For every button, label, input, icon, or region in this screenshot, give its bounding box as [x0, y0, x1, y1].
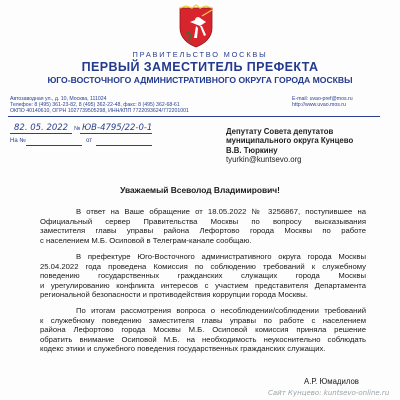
paragraph-line: В префектуре Юго-Восточного административного округа города Москвы	[76, 252, 366, 261]
email-text: E-mail: uvao-pref@mos.ru	[292, 96, 353, 102]
paragraph-line: к служебному поведению заместителя главы управы по работе с населением	[40, 315, 366, 325]
paragraph-line: По итогам рассмотрения вопроса о несоблюдении/соблюдении требований	[76, 306, 366, 315]
recipient-line: Депутату Совета депутатов	[226, 127, 334, 136]
recipient-block	[226, 127, 353, 165]
number-underline	[80, 133, 152, 134]
signature-name: А.Р. Юмадилов	[304, 377, 359, 386]
reference-underline	[26, 145, 82, 146]
paragraph-2	[40, 252, 366, 300]
recipient-email[interactable]: tyurkin@kuntsevo.org	[226, 155, 302, 165]
letter-title: ПЕРВЫЙ ЗАМЕСТИТЕЛЬ ПРЕФЕКТА	[81, 60, 319, 74]
reference-label: На №	[10, 138, 26, 144]
paragraph-line: поведению государственных гражданских служащих города Москвы	[40, 271, 366, 281]
contacts-right	[292, 96, 353, 108]
address-text: Автозаводная ул., д. 10, Москва, 111024	[10, 96, 107, 102]
site-watermark: Сайт Кунцево: kuntsevo-online.ru	[268, 389, 390, 397]
reference-from-label: от	[86, 138, 92, 144]
greeting: Уважаемый Всеволод Владимирович!	[120, 185, 280, 195]
recipient-line: муниципального округа Кунцево	[226, 136, 354, 146]
paragraph-line: района Лефортово города Москвы М.Б. Осиповой комиссия приняла решение	[40, 325, 366, 335]
contacts-left	[10, 96, 189, 115]
reference-from-underline	[96, 145, 152, 146]
paragraph-line: заместителя главы управы района Лефортово города Москвы по работе	[40, 226, 366, 236]
recipient-name: В.В. Тюркину	[226, 145, 278, 155]
header-divider	[8, 116, 380, 117]
phones-text: Телефон: 8 (495) 361-23-82, 8 (495) 362-22-48, факс: 8 (495) 362-68-61	[10, 102, 180, 109]
codes-text: ОКПО 40140610, ОГРН 1027739505298, ИНН/КПП 7722093624/772201001	[10, 108, 189, 115]
paragraph-line: Официальный сервер Правительства Москвы по вопросу высказывания	[40, 216, 366, 226]
paragraph-line: региональной безопасности и противодействия коррупции города Москвы.	[40, 290, 308, 300]
number-label: №	[74, 126, 81, 132]
registration-number: ЮВ-4795/22-0-1	[82, 123, 153, 133]
paragraph-3	[40, 306, 366, 354]
registration-date: 82. 05. 2022	[14, 123, 69, 133]
paragraph-line: и урегулированию конфликта интересов с участием представителя Департамента	[40, 280, 366, 290]
paragraph-line: 25.04.2022 года проведена Комиссия по соблюдению требований к служебному	[40, 261, 366, 271]
website-link[interactable]: http://www.uvao.mos.ru	[292, 102, 346, 109]
paragraph-line: обратить внимание Осиповой М.Б. на необходимость неукоснительно соблюдать	[40, 334, 366, 344]
paragraph-line: с населением М.Б. Осиповой в Телеграм-канале сообщаю.	[40, 235, 252, 245]
paragraph-line: В ответ на Ваше обращение от 18.05.2022 № 3256867, поступившее на	[76, 207, 366, 216]
government-name: ПРАВИТЕЛЬСТВО МОСКВЫ	[132, 50, 268, 59]
paragraph-line: кодекс этики и служебного поведения государственных гражданских служащих.	[40, 344, 326, 354]
paragraph-1	[40, 207, 366, 245]
letter-subtitle: ЮГО-ВОСТОЧНОГО АДМИНИСТРАТИВНОГО ОКРУГА ГОРОДА МОСКВЫ	[47, 75, 353, 85]
date-underline	[10, 133, 72, 134]
moscow-coat-of-arms-icon	[176, 4, 216, 48]
